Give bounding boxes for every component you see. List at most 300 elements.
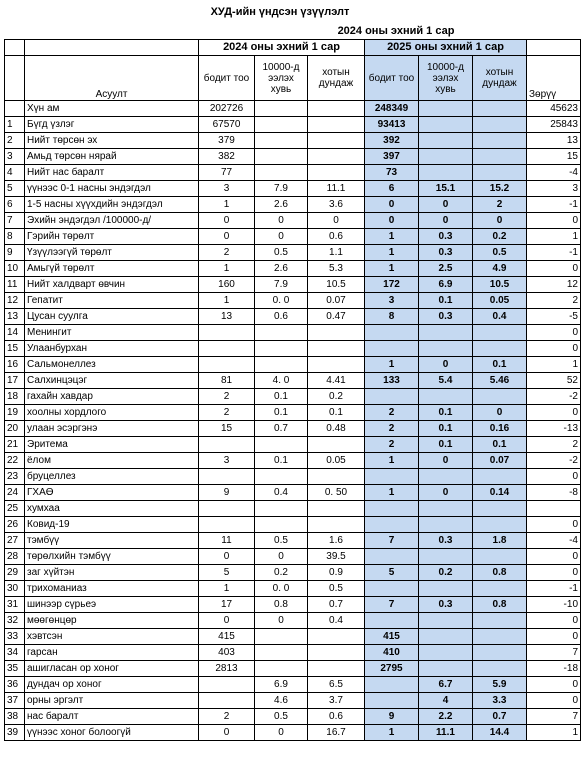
cell-per10000-2025 [419,613,473,629]
header-cityavg-2024: хотын дундаж [308,56,365,101]
cell-cityavg-2024: 0.07 [308,293,365,309]
cell-per10000-2025 [419,133,473,149]
cell-count-2025: 133 [365,373,419,389]
cell-diff: 1 [527,725,581,741]
report-title: ХУД-ийн үндсэн үзүүлэлт [210,6,350,18]
cell-per10000-2025: 0.3 [419,229,473,245]
cell-cityavg-2025 [473,501,527,517]
row-index: 30 [5,581,25,597]
cell-count-2024: 403 [199,645,255,661]
cell-per10000-2024: 0.6 [255,309,308,325]
cell-cityavg-2024: 1.1 [308,245,365,261]
cell-cityavg-2024: 0.5 [308,581,365,597]
cell-cityavg-2025 [473,389,527,405]
table-row [5,645,581,661]
cell-cityavg-2025: 2 [473,197,527,213]
table-row [5,421,581,437]
cell-count-2024: 0 [199,213,255,229]
header-year-2024: 2024 оны эхний 1 сар [199,40,365,56]
cell-count-2024: 1 [199,197,255,213]
cell-count-2024: 2 [199,389,255,405]
cell-per10000-2024 [255,341,308,357]
row-question: Эхийн эндэгдэл /100000-д/ [25,213,199,229]
cell-count-2025: 1 [365,357,419,373]
cell-diff: 0 [527,213,581,229]
cell-count-2025: 2 [365,421,419,437]
table-row [5,181,581,197]
cell-per10000-2025 [419,325,473,341]
cell-cityavg-2024: 5.3 [308,261,365,277]
cell-count-2024: 2813 [199,661,255,677]
table-row [5,309,581,325]
cell-per10000-2025: 0.1 [419,421,473,437]
row-index: 32 [5,613,25,629]
row-question: Салхинцэцэг [25,373,199,389]
cell-cityavg-2025: 0.7 [473,709,527,725]
header-year-2025: 2025 оны эхний 1 сар [365,40,527,56]
cell-per10000-2024 [255,629,308,645]
cell-diff: -1 [527,197,581,213]
row-question: орны эргэлт [25,693,199,709]
cell-cityavg-2025 [473,165,527,181]
cell-count-2024: 202726 [199,101,255,117]
cell-per10000-2024: 0 [255,725,308,741]
header-blank-index [5,40,25,56]
row-question: Менингит [25,325,199,341]
cell-cityavg-2024: 4.41 [308,373,365,389]
cell-per10000-2024: 0 [255,613,308,629]
cell-per10000-2024 [255,325,308,341]
cell-diff: -4 [527,165,581,181]
cell-per10000-2024 [255,645,308,661]
cell-count-2024: 1 [199,581,255,597]
table-row [5,485,581,501]
cell-count-2024: 77 [199,165,255,181]
cell-cityavg-2024 [308,629,365,645]
cell-count-2024: 67570 [199,117,255,133]
cell-per10000-2024: 0.8 [255,597,308,613]
cell-count-2024: 9 [199,485,255,501]
cell-cityavg-2025: 0.8 [473,565,527,581]
row-index: 1 [5,117,25,133]
cell-per10000-2024 [255,661,308,677]
cell-cityavg-2025: 0.07 [473,453,527,469]
table-row [5,213,581,229]
cell-per10000-2025: 0.1 [419,437,473,453]
table-row [5,357,581,373]
cell-count-2024: 3 [199,181,255,197]
cell-cityavg-2025: 0.16 [473,421,527,437]
cell-per10000-2025: 15.1 [419,181,473,197]
cell-cityavg-2024 [308,117,365,133]
cell-count-2025: 3 [365,293,419,309]
cell-count-2025: 7 [365,533,419,549]
cell-count-2024: 3 [199,453,255,469]
cell-count-2024: 11 [199,533,255,549]
cell-count-2025: 2 [365,405,419,421]
cell-cityavg-2024: 0. 50 [308,485,365,501]
row-question: хэвтсэн [25,629,199,645]
table-row [5,517,581,533]
table-body [5,101,581,741]
table-row [5,117,581,133]
cell-count-2024 [199,677,255,693]
cell-diff: 0 [527,405,581,421]
cell-cityavg-2025: 3.3 [473,693,527,709]
table-row [5,389,581,405]
cell-per10000-2024: 7.9 [255,181,308,197]
cell-count-2024: 15 [199,421,255,437]
cell-count-2024: 5 [199,565,255,581]
cell-per10000-2025: 0.3 [419,309,473,325]
cell-cityavg-2025 [473,613,527,629]
cell-cityavg-2024: 0.6 [308,229,365,245]
cell-cityavg-2024 [308,469,365,485]
cell-cityavg-2025 [473,581,527,597]
header-per10000-2025: 10000-д ээлэх хувь [419,56,473,101]
table-row [5,709,581,725]
cell-cityavg-2025: 1.8 [473,533,527,549]
cell-count-2025: 397 [365,149,419,165]
row-index: 22 [5,453,25,469]
header-count-2024: бодит тоо [199,56,255,101]
cell-count-2025 [365,693,419,709]
cell-per10000-2025: 5.4 [419,373,473,389]
cell-diff: -18 [527,661,581,677]
cell-per10000-2024: 0.7 [255,421,308,437]
cell-per10000-2024: 7.9 [255,277,308,293]
row-index: 24 [5,485,25,501]
cell-cityavg-2025: 0.2 [473,229,527,245]
row-index: 20 [5,421,25,437]
cell-count-2025: 9 [365,709,419,725]
cell-diff: 0 [527,469,581,485]
cell-count-2024: 382 [199,149,255,165]
cell-count-2025: 1 [365,245,419,261]
table-row [5,453,581,469]
row-index: 35 [5,661,25,677]
header-cityavg-2025: хотын дундаж [473,56,527,101]
cell-cityavg-2024: 0.48 [308,421,365,437]
cell-cityavg-2025 [473,517,527,533]
cell-cityavg-2025 [473,325,527,341]
row-question: Хүн ам [25,101,199,117]
cell-diff: 2 [527,293,581,309]
cell-per10000-2025 [419,101,473,117]
cell-cityavg-2025 [473,549,527,565]
cell-count-2025: 410 [365,645,419,661]
cell-count-2024 [199,469,255,485]
row-question: Эритема [25,437,199,453]
cell-per10000-2025 [419,629,473,645]
table-row [5,133,581,149]
cell-diff: 1 [527,357,581,373]
cell-per10000-2024: 4.6 [255,693,308,709]
cell-count-2025: 73 [365,165,419,181]
cell-count-2025: 2795 [365,661,419,677]
cell-cityavg-2025 [473,645,527,661]
row-question: 1-5 насны хүүхдийн эндэгдэл [25,197,199,213]
row-question: шинээр сүрьеэ [25,597,199,613]
cell-diff: 0 [527,693,581,709]
cell-per10000-2025: 0 [419,213,473,229]
cell-cityavg-2025: 0.8 [473,597,527,613]
header-blank-diff [527,40,581,56]
cell-per10000-2024: 4. 0 [255,373,308,389]
cell-count-2024 [199,341,255,357]
table-row [5,229,581,245]
header-index [5,56,25,101]
row-question: Ковид-19 [25,517,199,533]
cell-per10000-2025: 11.1 [419,725,473,741]
cell-cityavg-2024: 16.7 [308,725,365,741]
cell-cityavg-2024: 0.4 [308,613,365,629]
cell-count-2025: 1 [365,485,419,501]
cell-cityavg-2025: 0.1 [473,357,527,373]
cell-per10000-2024: 0. 0 [255,581,308,597]
cell-cityavg-2024: 0.05 [308,453,365,469]
row-index: 18 [5,389,25,405]
cell-diff [527,501,581,517]
cell-cityavg-2025: 0.5 [473,245,527,261]
row-question: тэмбүү [25,533,199,549]
cell-per10000-2025 [419,165,473,181]
row-question: төрөлхийн тэмбүү [25,549,199,565]
cell-count-2024: 2 [199,709,255,725]
cell-cityavg-2024: 0.1 [308,405,365,421]
cell-cityavg-2024 [308,149,365,165]
cell-count-2025: 1 [365,453,419,469]
table-row [5,581,581,597]
cell-cityavg-2024 [308,101,365,117]
cell-cityavg-2025: 15.2 [473,181,527,197]
row-index: 2 [5,133,25,149]
cell-cityavg-2024: 0.2 [308,389,365,405]
cell-count-2025: 1 [365,229,419,245]
cell-count-2024: 17 [199,597,255,613]
cell-cityavg-2024 [308,133,365,149]
cell-diff: 12 [527,277,581,293]
cell-diff: 7 [527,709,581,725]
table-row [5,261,581,277]
row-index [5,101,25,117]
cell-count-2024: 415 [199,629,255,645]
row-index: 15 [5,341,25,357]
cell-cityavg-2025 [473,629,527,645]
table-row [5,197,581,213]
cell-diff: 15 [527,149,581,165]
row-index: 11 [5,277,25,293]
cell-cityavg-2024: 0.9 [308,565,365,581]
row-question: бруцеллез [25,469,199,485]
cell-cityavg-2025 [473,341,527,357]
cell-per10000-2024: 0 [255,229,308,245]
cell-cityavg-2025: 0.4 [473,309,527,325]
cell-diff: -10 [527,597,581,613]
cell-diff: 45623 [527,101,581,117]
cell-count-2024: 13 [199,309,255,325]
cell-cityavg-2024 [308,325,365,341]
table-row [5,501,581,517]
cell-cityavg-2024 [308,645,365,661]
row-index: 36 [5,677,25,693]
table-row [5,661,581,677]
row-question: ГХАӨ [25,485,199,501]
cell-per10000-2024: 2.6 [255,197,308,213]
table-row [5,613,581,629]
row-question: ашигласан ор хоног [25,661,199,677]
indicators-table [4,39,581,741]
cell-count-2025: 1 [365,261,419,277]
cell-count-2024: 0 [199,549,255,565]
cell-diff: 0 [527,517,581,533]
cell-per10000-2025 [419,501,473,517]
cell-cityavg-2024 [308,501,365,517]
cell-per10000-2024: 0.1 [255,453,308,469]
cell-cityavg-2024: 0.7 [308,597,365,613]
report-subtitle: 2024 оны эхний 1 сар [337,25,455,37]
cell-count-2024 [199,325,255,341]
row-index: 8 [5,229,25,245]
cell-cityavg-2024 [308,165,365,181]
row-index: 5 [5,181,25,197]
cell-diff: 52 [527,373,581,389]
cell-per10000-2024 [255,469,308,485]
cell-diff: 1 [527,229,581,245]
cell-per10000-2024 [255,437,308,453]
cell-count-2025: 8 [365,309,419,325]
cell-per10000-2024: 0.4 [255,485,308,501]
row-index: 6 [5,197,25,213]
row-question: дундач ор хоног [25,677,199,693]
table-row [5,677,581,693]
cell-count-2024: 160 [199,277,255,293]
cell-cityavg-2024: 1.6 [308,533,365,549]
cell-diff: 25843 [527,117,581,133]
cell-count-2025 [365,549,419,565]
cell-cityavg-2024 [308,357,365,373]
row-index: 28 [5,549,25,565]
cell-count-2025: 6 [365,181,419,197]
row-question: Бүгд үзлэг [25,117,199,133]
cell-count-2025 [365,613,419,629]
table-row [5,373,581,389]
cell-count-2025: 415 [365,629,419,645]
cell-diff: 0 [527,565,581,581]
cell-diff: -8 [527,485,581,501]
cell-diff: 3 [527,181,581,197]
row-index: 14 [5,325,25,341]
row-question: трихоманиаз [25,581,199,597]
row-question: гахайн хавдар [25,389,199,405]
cell-per10000-2024: 0.5 [255,533,308,549]
cell-count-2025 [365,501,419,517]
cell-per10000-2025: 0 [419,357,473,373]
cell-cityavg-2025 [473,117,527,133]
cell-per10000-2024 [255,357,308,373]
table-row [5,245,581,261]
cell-cityavg-2025: 10.5 [473,277,527,293]
row-question: гарсан [25,645,199,661]
cell-count-2025 [365,581,419,597]
cell-count-2025: 1 [365,725,419,741]
cell-per10000-2025 [419,341,473,357]
row-index: 19 [5,405,25,421]
row-question: мөөгөнцөр [25,613,199,629]
row-question: Амьгүй төрөлт [25,261,199,277]
cell-cityavg-2024: 3.6 [308,197,365,213]
row-question: үүнээс 0-1 насны эндэгдэл [25,181,199,197]
cell-cityavg-2025: 4.9 [473,261,527,277]
cell-per10000-2025 [419,149,473,165]
cell-cityavg-2024: 11.1 [308,181,365,197]
table-row [5,597,581,613]
row-index: 12 [5,293,25,309]
cell-per10000-2025: 2.5 [419,261,473,277]
cell-cityavg-2025: 0.1 [473,437,527,453]
row-index: 34 [5,645,25,661]
cell-cityavg-2025: 0.14 [473,485,527,501]
cell-per10000-2025: 0 [419,197,473,213]
row-question: Цусан суулга [25,309,199,325]
cell-diff: 0 [527,613,581,629]
cell-cityavg-2025: 0 [473,405,527,421]
row-index: 26 [5,517,25,533]
cell-per10000-2025: 0.3 [419,597,473,613]
cell-cityavg-2024: 39.5 [308,549,365,565]
cell-diff: 0 [527,325,581,341]
table-row [5,165,581,181]
row-index: 9 [5,245,25,261]
cell-diff: 2 [527,437,581,453]
row-question: Нийт халдварт өвчин [25,277,199,293]
row-index: 29 [5,565,25,581]
cell-cityavg-2025: 14.4 [473,725,527,741]
cell-cityavg-2024 [308,341,365,357]
cell-count-2024: 0 [199,725,255,741]
row-question: Гэрийн төрөлт [25,229,199,245]
cell-count-2025: 2 [365,437,419,453]
table-row [5,277,581,293]
cell-per10000-2025 [419,517,473,533]
cell-cityavg-2025: 0 [473,213,527,229]
cell-per10000-2025 [419,389,473,405]
header-row-columns [5,56,581,101]
table-row [5,341,581,357]
cell-per10000-2024: 6.9 [255,677,308,693]
row-index: 37 [5,693,25,709]
row-index: 7 [5,213,25,229]
row-question: хумхаа [25,501,199,517]
row-index: 21 [5,437,25,453]
cell-per10000-2025: 6.7 [419,677,473,693]
cell-per10000-2025: 0.1 [419,293,473,309]
cell-per10000-2024 [255,149,308,165]
cell-cityavg-2024: 0.47 [308,309,365,325]
cell-count-2025: 0 [365,197,419,213]
row-index: 16 [5,357,25,373]
header-question: Асуулт [25,56,199,101]
cell-per10000-2024 [255,501,308,517]
cell-count-2025: 5 [365,565,419,581]
cell-per10000-2025 [419,661,473,677]
cell-diff: 13 [527,133,581,149]
cell-diff: -13 [527,421,581,437]
cell-count-2024: 0 [199,229,255,245]
cell-per10000-2025: 2.2 [419,709,473,725]
cell-per10000-2025 [419,581,473,597]
cell-count-2024: 81 [199,373,255,389]
